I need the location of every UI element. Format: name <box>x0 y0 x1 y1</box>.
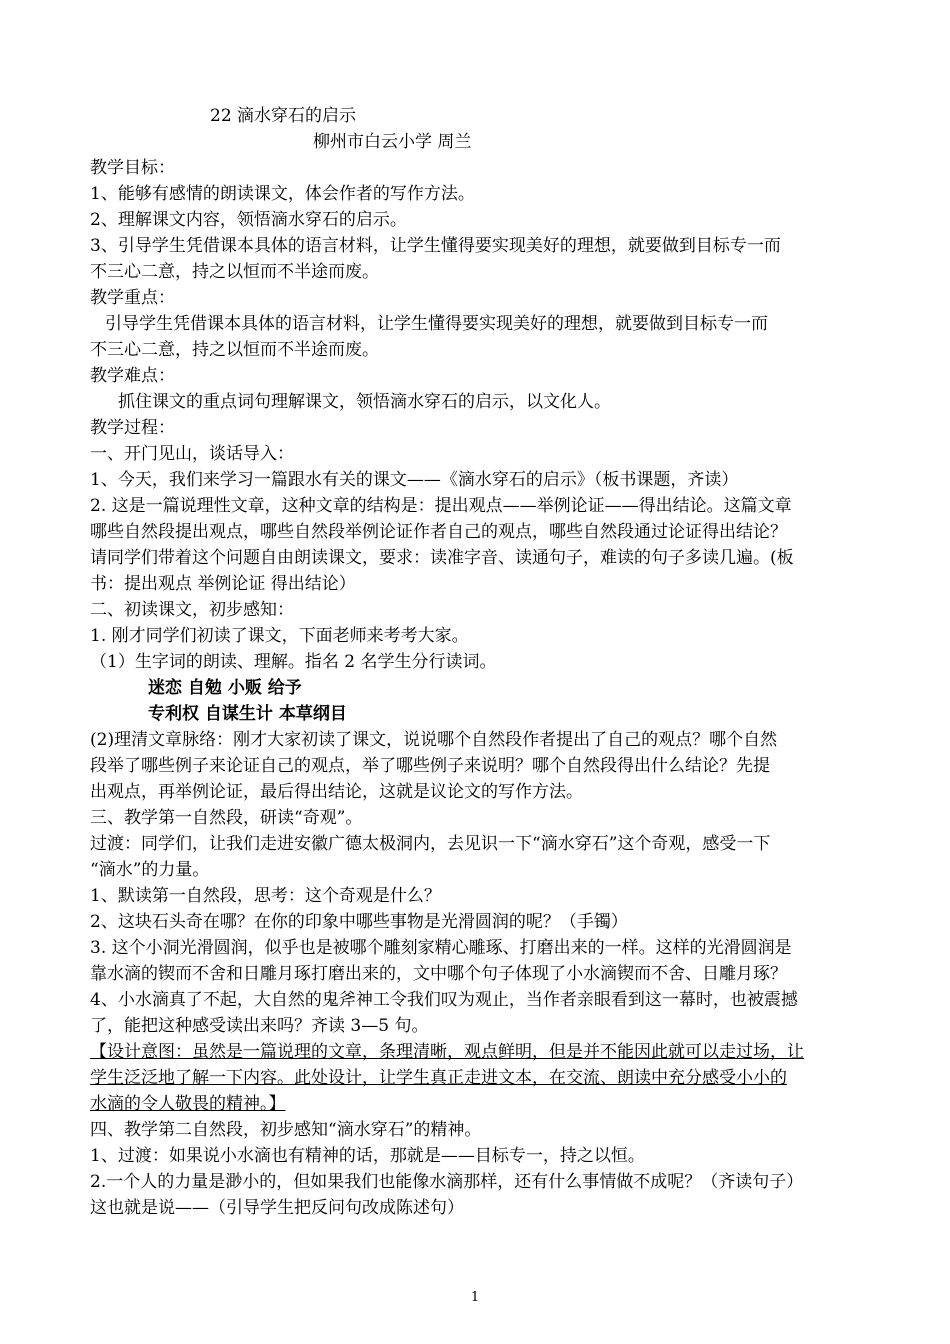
vocab-line: 专利权 自谋生计 本草纲目 <box>148 704 347 724</box>
text-line: 书：提出观点 举例论证 得出结论） <box>90 574 356 594</box>
text-line: 1、过渡：如果说小水滴也有精神的话，那就是——目标专一，持之以恒。 <box>90 1146 645 1166</box>
text-line: 2、这块石头奇在哪？在你的印象中哪些事物是光滑圆润的呢？（手镯） <box>90 912 628 932</box>
text-line: 2、理解课文内容，领悟滴水穿石的启示。 <box>90 210 407 230</box>
text-line: 1、能够有感情的朗读课文，体会作者的写作方法。 <box>90 184 475 204</box>
design-intent-line: 【设计意图：虽然是一篇说理的文章，条理清晰，观点鲜明，但是并不能因此就可以走过场，让 <box>90 1042 804 1062</box>
text-line: 2. 这是一篇说理性文章，这种文章的结构是：提出观点——举例论证——得出结论。这篇文章 <box>90 496 792 516</box>
text-line: 出观点，再举例论证，最后得出结论，这就是议论文的写作方法。 <box>90 782 583 802</box>
text-line: 1、默读第一自然段，思考：这个奇观是什么？ <box>90 886 441 906</box>
text-line: 哪些自然段提出观点，哪些自然段举例论证作者自己的观点，哪些自然段通过论证得出结论？ <box>90 522 787 542</box>
text-line: 不三心二意，持之以恒而不半途而废。 <box>90 262 379 282</box>
text-line: 四、教学第二自然段，初步感知“滴水穿石”的精神。 <box>90 1120 482 1140</box>
text-line: 了，能把这种感受读出来吗？齐读 3—5 句。 <box>90 1016 429 1036</box>
page-number: 1 <box>470 1290 480 1305</box>
text-line: 这也就是说——（引导学生把反问句改成陈述句） <box>90 1198 464 1218</box>
design-intent-line: 水滴的令人敬畏的精神。】 <box>90 1094 286 1114</box>
text-line: 过渡：同学们，让我们走进安徽广德太极洞内，去见识一下“滴水穿石”这个奇观，感受一下 <box>90 834 771 854</box>
text-line: 2.一个人的力量是渺小的，但如果我们也能像水滴那样，还有什么事情做不成呢？（齐读句子） <box>90 1172 804 1192</box>
doc-author: 柳州市白云小学 周兰 <box>313 132 472 152</box>
text-line: 教学难点： <box>90 366 175 386</box>
text-line: 段举了哪些例子来论证自己的观点，举了哪些例子来说明？哪个自然段得出什么结论？先提 <box>90 756 770 776</box>
text-line: 3、引导学生凭借课本具体的语言材料，让学生懂得要实现美好的理想，就要做到目标专一而 <box>90 236 781 256</box>
text-line: 请同学们带着这个问题自由朗读课文，要求：读准字音、读通句子，难读的句子多读几遍。(板 <box>90 548 794 568</box>
design-intent-line: 学生泛泛地了解一下内容。此处设计，让学生真正走进文本，在交流、朗读中充分感受小小的 <box>90 1068 787 1088</box>
doc-title: 22 滴水穿石的启示 <box>210 106 357 126</box>
text-line: 三、教学第一自然段，研读“奇观”。 <box>90 808 363 828</box>
text-line: 1. 刚才同学们初读了课文，下面老师来考考大家。 <box>90 626 469 646</box>
text-line: 3. 这个小洞光滑圆润，似乎也是被哪个雕刻家精心雕琢、打磨出来的一样。这样的光滑圆润是 <box>90 938 792 958</box>
text-line: 靠水滴的锲而不舍和日雕月琢打磨出来的，文中哪个句子体现了小水滴锲而不舍、日雕月琢？ <box>90 964 787 984</box>
text-line: （1）生字词的朗读、理解。指名 2 名学生分行读词。 <box>90 652 497 672</box>
text-line: 一、开门见山，谈话导入： <box>90 444 294 464</box>
text-line: 教学目标： <box>90 158 175 178</box>
text-line: 1、今天，我们来学习一篇跟水有关的课文——《滴水穿石的启示》（板书课题，齐读） <box>90 470 739 490</box>
text-line: 教学过程： <box>90 418 175 438</box>
text-line: “滴水”的力量。 <box>90 860 210 880</box>
text-line: 4、小水滴真了不起，大自然的鬼斧神工令我们叹为观止，当作者亲眼看到这一幕时，也被震撼 <box>90 990 798 1010</box>
text-line: 不三心二意，持之以恒而不半途而废。 <box>90 340 379 360</box>
text-line: 抓住课文的重点词句理解课文，领悟滴水穿石的启示，以文化人。 <box>118 392 611 412</box>
text-line: (2)理清文章脉络：刚才大家初读了课文，说说哪个自然段作者提出了自己的观点？哪个自然 <box>90 730 778 750</box>
vocab-line: 迷恋 自勉 小贩 给予 <box>148 678 302 698</box>
text-line: 二、初读课文，初步感知： <box>90 600 294 620</box>
text-line: 引导学生凭借课本具体的语言材料，让学生懂得要实现美好的理想，就要做到目标专一而 <box>105 314 768 334</box>
text-line: 教学重点： <box>90 288 175 308</box>
